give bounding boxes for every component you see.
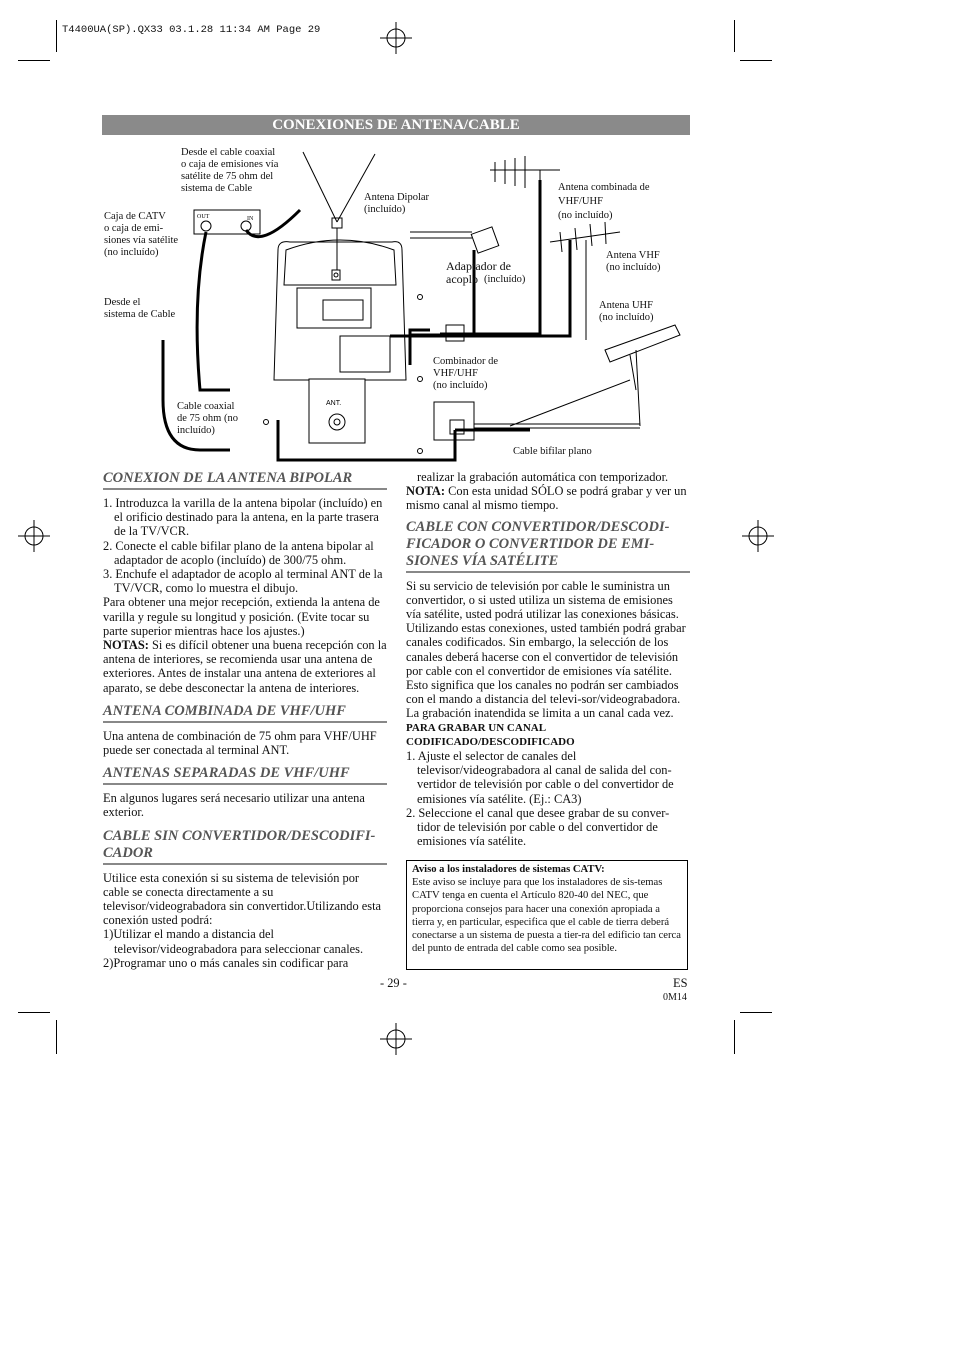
combo-antenna bbox=[490, 156, 560, 220]
converter-step-1: 1. Ajuste el selector de canales del televisor/videograbadora al canal de salida del con-vertidor de televisión por cable o del convertidor de emisiones vía satélite. (Ej.: CA3) bbox=[406, 749, 674, 806]
uhf-antenna bbox=[605, 325, 680, 390]
crop-mark bbox=[56, 20, 57, 52]
page-number: - 29 - bbox=[380, 976, 407, 990]
notice-body: Este aviso se incluye para que los instaladores de sis-temas CATV tenga en cuenta el Artículo 820-40 del NEC, que proporciona consejos para hacer una conexión apropiada a tierra y, en particular, especifica que el cable de tierra deberá conectarse a un sistema de puesta a tier-ra del edificio tan cerca del punto de entrada del cable como sea posible. bbox=[412, 877, 681, 955]
label-uhf-antenna: Antena UHF (no incluído) bbox=[599, 300, 654, 323]
label-adapter-included: (incluído) bbox=[484, 274, 526, 285]
separate-paragraph: En algunos lugares será necesario utilizar una antena exterior. bbox=[103, 791, 365, 820]
catv-notice-box bbox=[406, 860, 688, 970]
section-dipole-title: CONEXION DE LA ANTENA BIPOLAR bbox=[103, 470, 387, 490]
label-from-cable-system: Desde el sistema de Cable bbox=[104, 297, 176, 320]
label-adapter: Adaptador de acoplo bbox=[446, 259, 511, 286]
registration-mark bbox=[380, 1023, 412, 1055]
file-header: T4400UA(SP).QX33 03.1.28 11:34 AM Page 29 bbox=[62, 24, 321, 36]
label-coax-cable: Cable coaxial de 75 ohm (no incluído) bbox=[177, 401, 238, 436]
label-catv-box: Caja de CATV o caja de emi- siones vía satélite (no incluído) bbox=[104, 211, 179, 258]
section-combo-title: ANTENA COMBINADA DE VHF/UHF bbox=[103, 703, 387, 723]
combo-paragraph: Una antena de combinación de 75 ohm para VHF/UHF puede ser conectada al terminal ANT. bbox=[103, 728, 377, 758]
continued-text: realizar la grabación automática con temporizador. bbox=[417, 470, 669, 484]
dipole-step-1: 1. Introduzca la varilla de la antena bipolar (incluído) en el orificio destinado para la antena, en la parte trasera de la TV/VCR. bbox=[103, 496, 383, 539]
svg-text:IN: IN bbox=[247, 216, 254, 222]
ant-terminal-plate bbox=[309, 379, 365, 443]
crop-mark bbox=[740, 1012, 772, 1013]
dipole-notes: NOTAS: Si es difícil obtener una buena recepción con la antena de interiores, se recomienda usar una antena de exteriores. Antes de instalar una antena de exteriores al aparato, se debe desconectar la antena de interiores. bbox=[103, 638, 387, 695]
converter-subheading: PARA GRABAR UN CANAL CODIFICADO/DESCODIFICADO bbox=[406, 721, 575, 748]
crop-mark bbox=[56, 1020, 57, 1054]
nota: NOTA: Con esta unidad SÓLO se podrá grabar y ver un mismo canal al mismo tiempo. bbox=[406, 484, 687, 513]
no-converter-item-1: 1)Utilizar el mando a distancia del televisor/videograbadora para seleccionar canales. bbox=[103, 927, 364, 956]
registration-mark bbox=[380, 22, 412, 54]
crop-mark bbox=[18, 1012, 50, 1013]
registration-mark bbox=[742, 520, 774, 552]
svg-text:OUT: OUT bbox=[197, 214, 210, 220]
crop-mark bbox=[18, 60, 50, 61]
converter-step-2: 2. Seleccione el canal que desee grabar de su conver-tidor de televisión por cable o del convertidor de emisiones vía satélite. bbox=[406, 805, 670, 849]
label-from-cable-box: Desde el cable coaxial o caja de emisiones vía satélite de 75 ohm del sistema de Cable bbox=[181, 147, 279, 194]
crop-mark bbox=[740, 60, 772, 61]
section-no-converter-title: CABLE SIN CONVERTIDOR/DESCODIFI-CADOR bbox=[103, 828, 387, 865]
crop-mark bbox=[734, 1020, 735, 1054]
catv-box bbox=[194, 210, 260, 234]
left-column bbox=[103, 470, 387, 970]
dipole-step-2: 2. Conecte el cable bifilar plano de la antena bipolar al adaptador de acoplo (incluído) de 300/75 ohm. bbox=[103, 538, 374, 567]
right-column bbox=[406, 470, 690, 848]
label-dipole: Antena Dipolar (incluído) bbox=[364, 192, 430, 215]
label-combo-antenna: Antena combinada de VHF/UHF (no incluído) bbox=[558, 182, 650, 221]
page-title: CONEXIONES DE ANTENA/CABLE bbox=[102, 115, 690, 135]
dipole-paragraph: Para obtener una mejor recepción, extienda la antena de varilla y regule su longitud y posición. (Evite tocar su parte superior mientras hace los ajustes.) bbox=[103, 595, 380, 638]
no-converter-paragraph: Utilice esta conexión si su sistema de televisión por cable se conecta directamente a su televisor/videograbadora sin convertidor.Utilizando esta conexión usted podrá: bbox=[103, 870, 382, 928]
registration-mark bbox=[18, 520, 50, 552]
twin-lead-to-adapter bbox=[410, 227, 499, 253]
no-converter-item-2: 2)Programar uno o más canales sin codificar para bbox=[103, 955, 349, 970]
language-code: ES bbox=[673, 976, 688, 990]
crop-mark bbox=[734, 20, 735, 52]
dipole-step-3: 3. Enchufe el adaptador de acoplo al terminal ANT de la TV/VCR, como lo muestra el dibujo. bbox=[103, 567, 383, 596]
label-twin-lead: Cable bifilar plano bbox=[513, 446, 592, 457]
ant-label: ANT. bbox=[326, 400, 342, 407]
doc-code: 0M14 bbox=[663, 992, 687, 1003]
section-separate-title: ANTENAS SEPARADAS DE VHF/UHF bbox=[103, 765, 387, 785]
section-converter-title: CABLE CON CONVERTIDOR/DESCODI-FICADOR O CONVERTIDOR DE EMI-SIONES VÍA SATÉLITE bbox=[406, 519, 690, 573]
tv-vcr-rear-panel bbox=[274, 240, 406, 380]
notice-title: Aviso a los instaladores de sistemas CATV: bbox=[412, 864, 605, 875]
label-vhf-antenna: Antena VHF (no incluído) bbox=[606, 250, 661, 273]
label-combiner: Combinador de VHF/UHF (no incluído) bbox=[433, 356, 499, 391]
converter-paragraph: Si su servicio de televisión por cable le suministra un convertidor, o si usted utiliza un sistema de emisiones vía satélite, usted podrá utilizar las conexiones básicas. Utilizando estas conexiones, usted también podrá grabar canales codificados. Sin embargo, la selección de los canales deberá hacerse con el convertidor de televisión por cable con el convertidor de emisiones vía satélite. Esto significa que los canales no podrán ser cambiados con el mando a distancia del televi-sor/videograbadora. La grabación inatendida se limita a un canal cada vez. bbox=[406, 578, 686, 721]
